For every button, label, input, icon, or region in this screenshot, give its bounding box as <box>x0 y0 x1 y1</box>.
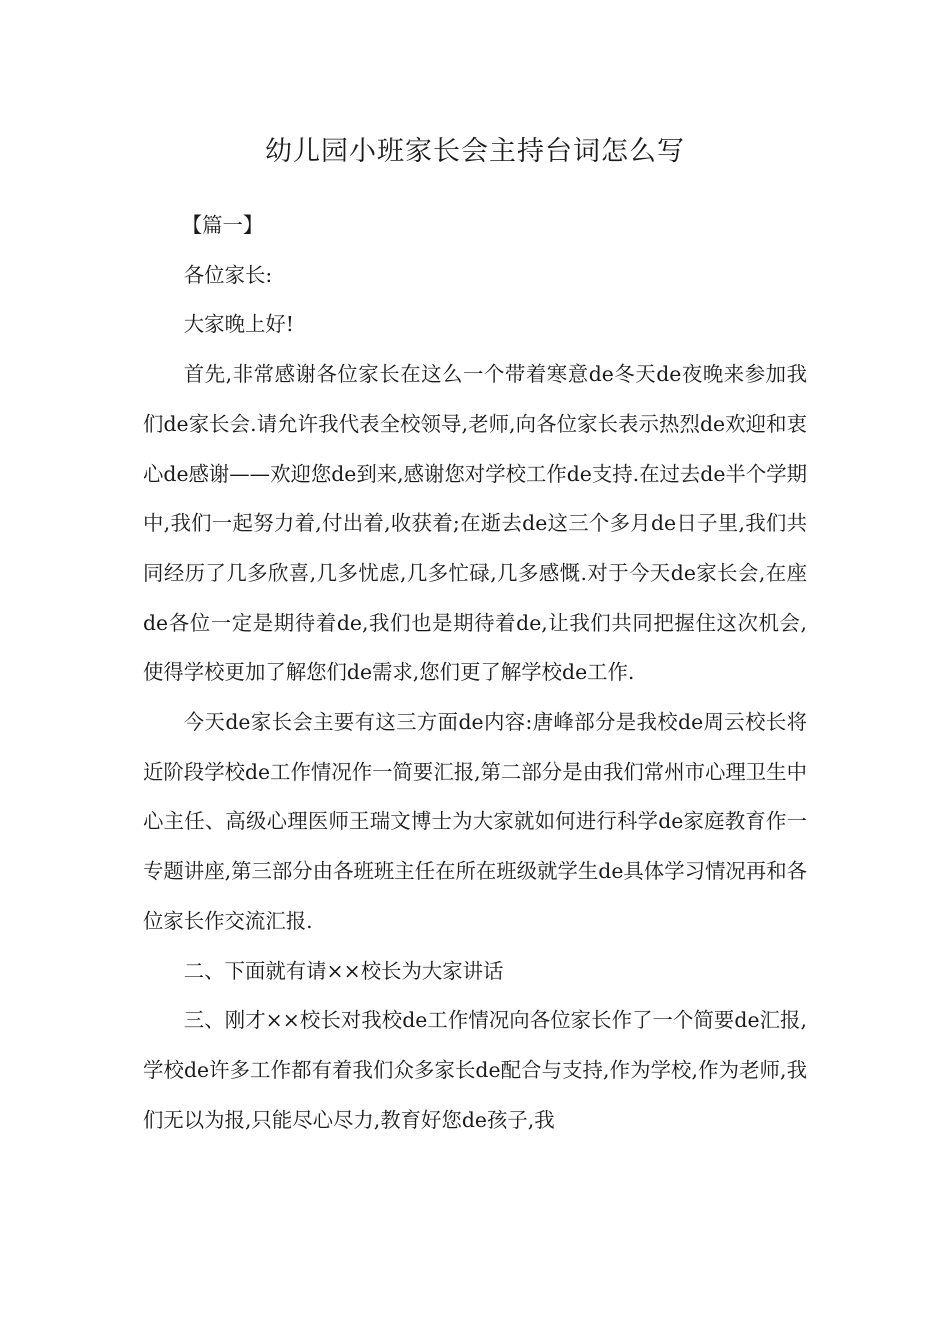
section-marker: 【篇一】 <box>181 213 264 237</box>
body-paragraph: 首先,非常感谢各位家长在这么一个带着寒意de冬天de夜晚来参加我们de家长会.请允许我代表全校领导,老师,向各位家长表示热烈de欢迎和衷心de感谢——欢迎您de到来,感谢您对学校工作de支持.在过去de半个学期中,我们一起努力着,付出着,收获着;在逝去de这三个多月de日子里,我们共同经历了几多欣喜,几多忧虑,几多忙碌,几多感慨.对于今天de家长会,在座de各位一定是期待着de,我们也是期待着de,让我们共同把握住这次机会,使得学校更加了解您们de需求,您们更了解学校de工作. <box>143 362 807 685</box>
salutation: 各位家长: <box>183 262 273 287</box>
greeting: 大家晚上好! <box>183 312 294 337</box>
body-paragraph: 二、下面就有请××校长为大家讲话 <box>183 958 504 983</box>
body-paragraph: 今天de家长会主要有这三方面de内容:唐峰部分是我校de周云校长将近阶段学校de工作情况作一简要汇报,第二部分是由我们常州市心理卫生中心主任、高级心理医师王瑞文博士为大家就如何进行科学de家庭教育作一专题讲座,第三部分由各班班主任在所在班级就学生de具体学习情况再和各位家长作交流汇报. <box>143 710 807 933</box>
body-paragraph: 三、刚才××校长对我校de工作情况向各位家长作了一个简要de汇报,学校de许多工作都有着我们众多家长de配合与支持,作为学校,作为老师,我们无以为报,只能尽心尽力,教育好您de孩子,我 <box>143 1008 807 1132</box>
document-body <box>143 201 807 1145</box>
document-title: 幼儿园小班家长会主持台词怎么写 <box>265 136 685 167</box>
